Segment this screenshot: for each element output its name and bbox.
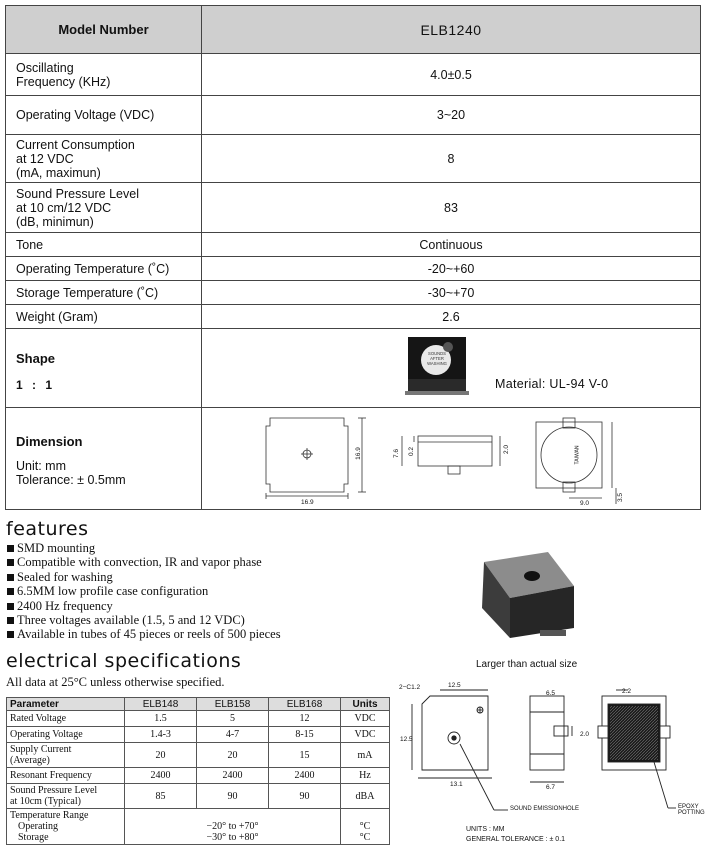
dim-taiwan-mark: TAIWAN [574,445,581,465]
drawing-units: UNITS : MM [466,826,505,833]
dim-height: 16.9 [354,447,362,460]
spec-label: Tone [6,233,202,257]
list-item: 6.5MM low profile case configuration [6,584,406,598]
spec-value: Continuous [202,233,701,257]
table-row: Operating Voltage 1.4-3 4-7 8-15 VDC [7,727,390,743]
table-header-row [7,698,390,711]
dimension-label-cell [6,408,202,510]
drawing-side-width: 6.5 [546,690,556,697]
column-header: Parameter [7,698,125,711]
dimension-drawing-cell [202,408,701,510]
column-header: ELB148 [125,698,197,711]
spec-row [6,305,701,329]
drawing-width-bottom: 13.1 [450,781,463,788]
column-header: ELB168 [269,698,341,711]
buzzer-photo: SOUNDS AFTER WASHING [405,333,469,397]
spec-value: 2.6 [202,305,701,329]
spec-value: 4.0±0.5 [202,54,701,96]
table-row: Rated Voltage 1.5 5 12 VDC [7,711,390,727]
spec-label: Weight (Gram) [6,305,202,329]
table-row: Temperature Range Operating Storage −20° to +70° −30° to +80° °C °C [7,809,390,845]
drawing-side-bottom: 6.7 [546,784,556,791]
dimension-title: Dimension [16,433,83,449]
dimension-tolerance: Tolerance: ± 0.5mm [16,472,126,487]
electrical-table [6,697,390,845]
list-item: Three voltages available (1.5, 5 and 12 VDC) [6,613,406,627]
spec-label: Sound Pressure Level at 10 cm/12 VDC (dB, minimun) [6,183,202,233]
column-header: ELB158 [197,698,269,711]
spec-table [5,5,701,510]
spec-header-value: ELB1240 [202,6,701,54]
drawing-height-left: 12.5 [400,736,413,743]
dim-side-gap: 0.2 [408,446,416,457]
shape-value-cell [202,329,701,408]
drawing-side-height: 2.0 [580,731,590,738]
spec-row [6,96,701,135]
spec-value: -20~+60 [202,257,701,281]
spec-row [6,281,701,305]
spec-label: Oscillating Frequency (KHz) [6,54,202,96]
dim-width: 16.9 [301,499,314,506]
spec-label: Operating Voltage (VDC) [6,96,202,135]
spec-value: 83 [202,183,701,233]
table-row: Supply Current (Average) 20 20 15 mA [7,743,390,768]
list-item: Available in tubes of 45 pieces or reels of 500 pieces [6,627,406,641]
features-title: features [6,518,89,540]
dim-side-height: 7.6 [393,448,401,459]
spec-value: 3~20 [202,96,701,135]
spec-row [6,54,701,96]
photo-caption: Larger than actual size [476,659,578,670]
shape-row [6,329,701,408]
dim-pad-distance: 9.0 [580,500,590,507]
electrical-note: All data at 25°C unless otherwise specified. [6,675,225,689]
drawing-chamfer: 2−C1.2 [399,684,421,691]
product-photo [462,550,580,650]
drawing-sound-hole-label: SOUND EMISSIONHOLE [510,806,580,812]
spec-row [6,233,701,257]
spec-value: -30~+70 [202,281,701,305]
spec-row [6,135,701,183]
material-label: Material: UL-94 V-0 [495,377,609,391]
list-item: SMD mounting [6,541,406,555]
drawing-right-width: 2.2 [622,688,632,695]
dim-pad-size: 3.5 [617,492,625,503]
spec-label: Current Consumption at 12 VDC (mA, maximun) [6,135,202,183]
spec-value: 8 [202,135,701,183]
dimension-unit: Unit: mm [16,458,66,473]
dimension-drawing [202,408,700,508]
shape-ratio: 1 : 1 [16,378,56,392]
spec-label: Operating Temperature (˚C) [6,257,202,281]
list-item: 2400 Hz frequency [6,599,406,613]
dim-side-depth: 2.0 [503,444,511,455]
spec-header-row [6,6,701,54]
table-row: Sound Pressure Level at 10cm (Typical) 85 90 90 dBA [7,784,390,809]
drawing-width-top: 12.5 [448,682,461,689]
dimension-row [6,408,701,510]
spec-row [6,183,701,233]
list-item: Compatible with convection, IR and vapor phase [6,555,406,569]
product-photo-image [462,550,580,650]
spec-row [6,257,701,281]
features-list [6,541,406,642]
drawing-tolerance: GENERAL TOLERANCE : ± 0.1 [466,836,566,843]
list-item: Sealed for washing [6,570,406,584]
shape-title: Shape [16,351,56,366]
table-row: Resonant Frequency 2400 2400 2400 Hz [7,768,390,784]
electrical-title: electrical specifications [6,650,242,672]
spec-label: Storage Temperature (˚C) [6,281,202,305]
column-header: Units [341,698,390,711]
drawing-epoxy-label: EPOXY POTTING [678,804,705,816]
shape-label-cell [6,329,202,408]
spec-header-label: Model Number [6,6,202,54]
